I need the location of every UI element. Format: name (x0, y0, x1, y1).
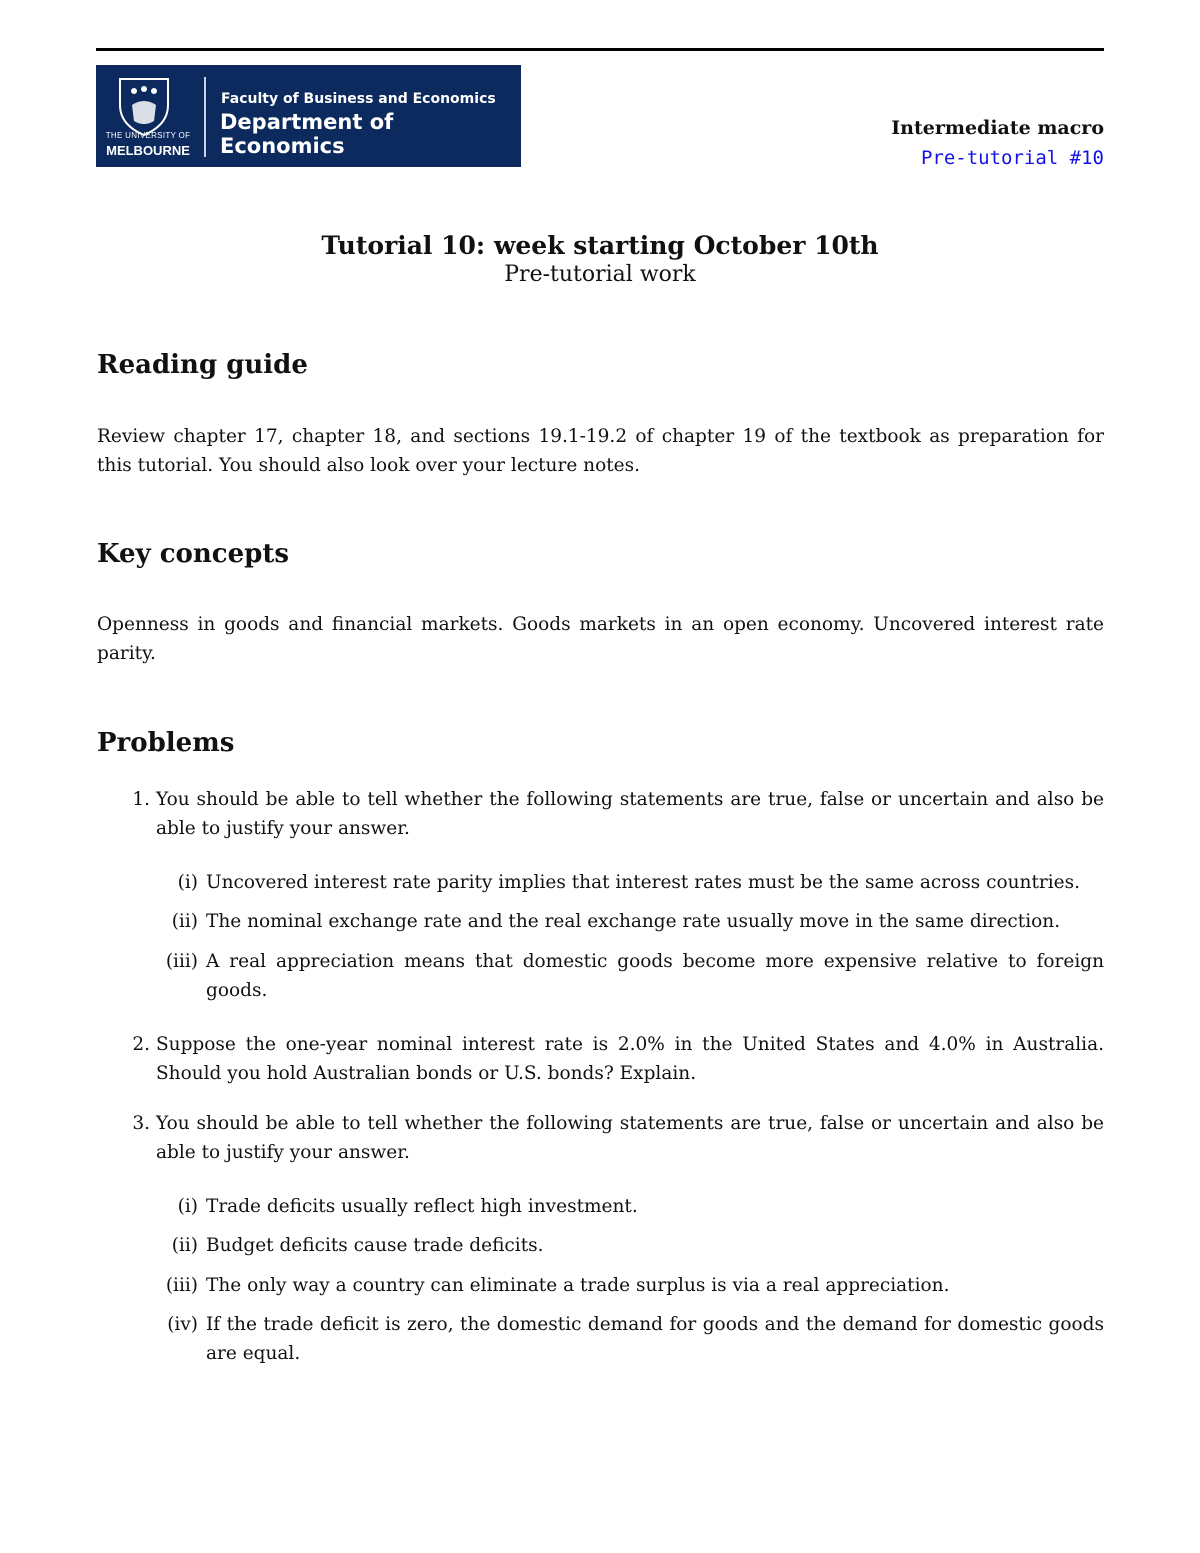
subitem-text: If the trade deficit is zero, the domestic demand for goods and the demand for domestic goods are equal. (206, 1314, 1104, 1364)
problem-number: 3. (132, 1113, 150, 1134)
problem-2 (120, 1030, 1104, 1088)
problem-3 (120, 1109, 1104, 1167)
problem-text: You should be able to tell whether the following statements are true, false or uncertain and also be able to justify your answer. (156, 789, 1104, 839)
problem-3-item-i (140, 1192, 1104, 1221)
page-subtitle: Pre-tutorial work (504, 262, 696, 287)
problem-3-item-ii (140, 1231, 1104, 1260)
subitem-number: (iii) (165, 1275, 198, 1296)
logo-faculty: Faculty of Business and Economics (221, 91, 496, 107)
subitem-number: (ii) (171, 1235, 198, 1256)
key-concepts-text: Openness in goods and financial markets. Goods markets in an open economy. Uncovered interest rate parity. (97, 614, 1104, 664)
logo-university-line1: THE UNIVERSITY OF (105, 131, 191, 140)
logo-university-line2: MELBOURNE (106, 143, 190, 158)
subitem-text: Trade deficits usually reflect high investment. (206, 1196, 638, 1217)
problem-1-item-iii (140, 947, 1104, 1005)
problem-text: Suppose the one-year nominal interest rate is 2.0% in the United States and 4.0% in Australia. Should you hold Australian bonds or U.S. bonds? Explain. (156, 1034, 1104, 1084)
problem-3-item-iii (140, 1271, 1104, 1300)
subitem-text: Uncovered interest rate parity implies that interest rates must be the same across countries. (206, 872, 1080, 893)
subitem-number: (ii) (171, 911, 198, 932)
problem-text: You should be able to tell whether the following statements are true, false or uncertain and also be able to justify your answer. (156, 1113, 1104, 1163)
problem-1 (120, 785, 1104, 843)
page-title: Tutorial 10: week starting October 10th (321, 231, 879, 260)
university-crest-icon (114, 75, 174, 137)
university-logo (96, 65, 521, 167)
problem-number: 2. (132, 1034, 150, 1055)
problems-heading: Problems (97, 728, 235, 758)
subitem-text: A real appreciation means that domestic goods become more expensive relative to foreign goods. (206, 951, 1104, 1001)
subitem-number: (iii) (165, 951, 198, 972)
problem-1-item-i (140, 868, 1104, 897)
reading-guide-heading: Reading guide (97, 350, 308, 380)
header-rule (96, 48, 1104, 51)
logo-department: Department of Economics (220, 110, 394, 158)
subitem-number: (iv) (167, 1314, 198, 1335)
key-concepts-heading: Key concepts (97, 539, 290, 569)
problem-1-item-ii (140, 907, 1104, 936)
subitem-number: (i) (177, 1196, 198, 1217)
subitem-text: The nominal exchange rate and the real exchange rate usually move in the same direction. (206, 911, 1061, 932)
problem-3-item-iv (140, 1310, 1104, 1368)
logo-divider (204, 77, 206, 157)
reading-guide-text: Review chapter 17, chapter 18, and sections 19.1-19.2 of chapter 19 of the textbook as preparation for this tutorial. You should also look over your lecture notes. (97, 426, 1104, 476)
course-name: Intermediate macro (891, 117, 1104, 139)
subitem-text: Budget deficits cause trade deficits. (206, 1235, 544, 1256)
subitem-text: The only way a country can eliminate a trade surplus is via a real appreciation. (206, 1275, 950, 1296)
subitem-number: (i) (177, 872, 198, 893)
problem-number: 1. (132, 789, 150, 810)
pretutorial-label: Pre-tutorial #10 (920, 147, 1104, 169)
